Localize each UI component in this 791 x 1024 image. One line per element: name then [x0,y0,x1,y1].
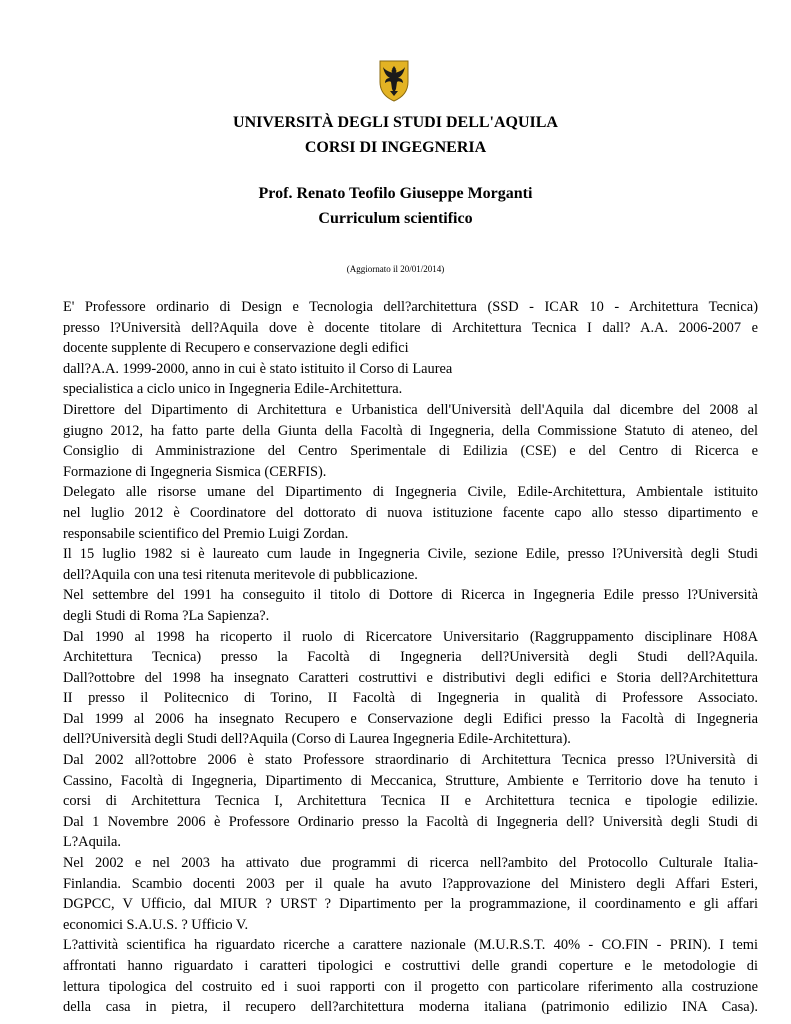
body-line: docente supplente di Recupero e conservazione degli edifici [63,340,409,357]
body-line: dell?Università degli Studi dell?Aquila (Corso di Laurea Ingegneria Edile-Architettura). [63,731,571,748]
body-line: Nel settembre del 1991 ha conseguito il titolo di Dottore di Ricerca in Ingegneria Edile presso l?Università [63,587,758,604]
body-line: Nel 2002 e nel 2003 ha attivato due programmi di ricerca nell?ambito del Protocollo Culturale Italia- [63,855,758,872]
body-line: Cassino, Facoltà di Ingegneria, Dipartimento di Meccanica, Strutture, Ambiente e Territorio dove ha tenuto i [63,772,758,789]
body-line: lettura tipologica del costruito ed i suoi rapporti con il progetto con particolare riferimento alla costruzione [63,978,758,995]
body-line: degli Studi di Roma ?La Sapienza?. [63,607,270,624]
body-line: responsabile scientifico del Premio Luigi Zordan. [63,525,349,542]
body-line: Finlandia. Scambio docenti 2003 per il quale ha avuto l?approvazione del Ministero degli Affari Esteri, [63,875,758,892]
university-name: UNIVERSITÀ DEGLI STUDI DELL'AQUILA [233,114,558,131]
body-line: specialistica a ciclo unico in Ingegneria Edile-Architettura. [63,381,403,398]
body-line: dell?Aquila con una tesi ritenuta meritevole di pubblicazione. [63,566,418,583]
body-line: dall?A.A. 1999-2000, anno in cui è stato istituito il Corso di Laurea [63,360,453,377]
body-line: economici S.A.U.S. ? Ufficio V. [63,916,249,933]
body-line: Direttore del Dipartimento di Architettura e Urbanistica dell'Università dell'Aquila dal dicembre del 2008 al [63,401,758,418]
body-line: Formazione di Ingegneria Sismica (CERFIS). [63,463,327,480]
faculty-name: CORSI DI INGEGNERIA [304,139,487,156]
professor-name: Prof. Renato Teofilo Giuseppe Morganti [258,185,533,202]
document-title: Curriculum scientifico [318,210,473,227]
body-line: Il 15 luglio 1982 si è laureato cum laude in Ingegneria Civile, sezione Edile, presso l?Università degli Studi [63,546,758,563]
body-line: DGPCC, V Ufficio, dal MIUR ? URST ? Dipartimento per la programmazione, il coordinamento e gli affari [63,896,758,913]
body-line: della casa in pietra, il recupero dell?architettura moderna italiana (patrimonio edilizio INA Casa). [63,999,758,1016]
body-line: giugno 2012, ha fatto parte della Giunta della Facoltà di Ingegneria, della Commissione Statuto di ateneo, del [63,422,758,439]
body-line: Dal 1990 al 1998 ha ricoperto il ruolo di Ricercatore Universitario (Raggruppamento disciplinare H08A [63,628,758,645]
curriculum-body [63,297,758,1018]
body-line: L?attività scientifica ha riguardato ricerche a carattere nazionale (M.U.R.S.T. 40% - CO.FIN - PRIN). I temi [63,937,758,954]
body-line: nel luglio 2012 è Coordinatore del dottorato di nuova istituzione facente capo allo stesso dipartimento e [63,504,758,521]
body-line: presso l?Università dell?Aquila dove è docente titolare di Architettura Tecnica I dall? A.A. 2006-2007 e [63,319,758,336]
body-line: Dal 2002 all?ottobre 2006 è stato Professore straordinario di Architettura Tecnica presso l?Università di [63,752,758,769]
last-updated-date: (Aggiornato il 20/01/2014) [346,264,445,274]
body-line: Dal 1 Novembre 2006 è Professore Ordinario presso la Facoltà di Ingegneria dell? Università degli Studi di [63,813,758,830]
body-line: Dall?ottobre del 1998 ha insegnato Caratteri costruttivi e distributivi degli edifici e Storia dell?Architettura [63,669,758,686]
body-line: L?Aquila. [63,834,121,851]
body-line: E' Professore ordinario di Design e Tecnologia dell?architettura (SSD - ICAR 10 - Architettura Tecnica) [63,299,758,315]
body-line: Consiglio di Amministrazione del Centro Sperimentale di Edilizia (CSE) e del Centro di Ricerca e [63,443,758,460]
university-seal-icon [376,58,412,102]
body-line: Delegato alle risorse umane del Dipartimento di Ingegneria Civile, Edile-Architettura, Ambientale istituito [63,484,758,501]
body-line: II presso il Politecnico di Torino, II Facoltà di Ingegneria in qualità di Professore Associato. [63,690,758,707]
body-line: Dal 1999 al 2006 ha insegnato Recupero e Conservazione degli Edifici presso la Facoltà di Ingegneria [63,710,758,727]
body-line: Architettura Tecnica) presso la Facoltà di Ingegneria dell?Università degli Studi dell?Aquila. [63,649,758,666]
body-line: affrontati hanno riguardato i caratteri tipologici e costruttivi delle grandi coperture e le metodologie di [63,958,758,974]
body-line: corsi di Architettura Tecnica I, Architettura Tecnica II e Architettura tecnica e tipologie edilizie. [63,793,758,810]
